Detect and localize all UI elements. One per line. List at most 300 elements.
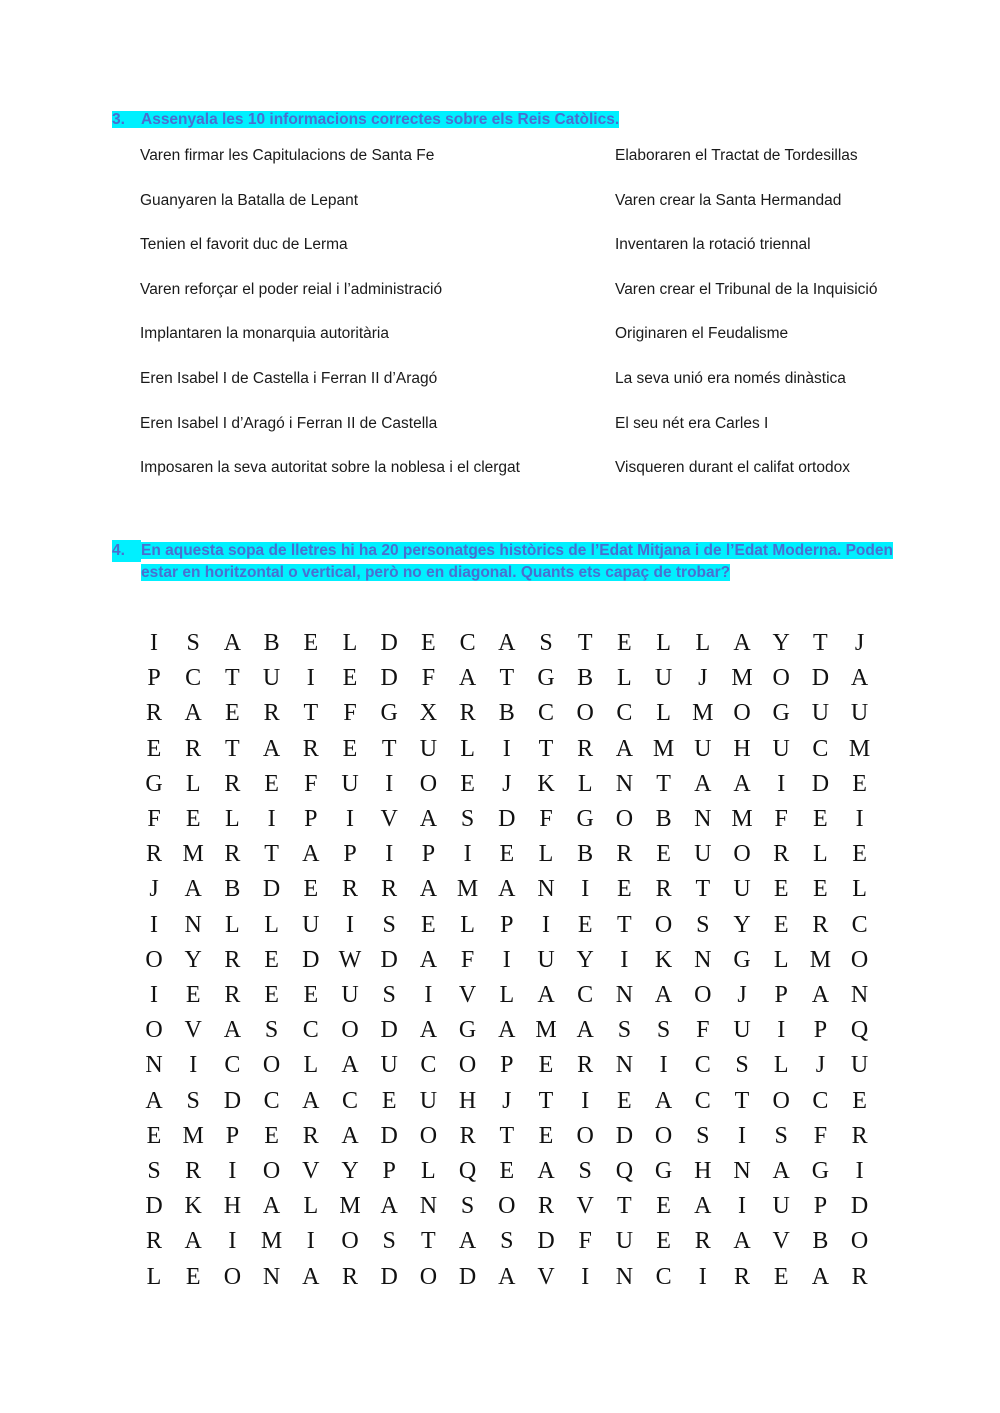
grid-letter[interactable]: E	[342, 665, 358, 692]
grid-letter[interactable]: B	[655, 806, 672, 832]
grid-letter[interactable]: O	[341, 1017, 359, 1044]
grid-letter[interactable]: P	[421, 841, 436, 868]
grid-letter[interactable]: L	[617, 665, 632, 692]
grid-letter[interactable]: C	[302, 1017, 319, 1044]
grid-letter[interactable]: S	[696, 911, 710, 938]
grid-letter[interactable]: S	[382, 1228, 396, 1255]
grid-letter[interactable]: G	[458, 1017, 477, 1044]
grid-letter[interactable]: H	[694, 1158, 712, 1184]
grid-letter[interactable]: N	[419, 1193, 438, 1220]
grid-letter[interactable]: E	[264, 982, 279, 1008]
grid-letter[interactable]: O	[772, 665, 790, 692]
grid-letter[interactable]: R	[185, 1158, 202, 1184]
grid-letter[interactable]: E	[185, 1263, 201, 1290]
grid-letter[interactable]: E	[185, 806, 201, 832]
grid-letter[interactable]: I	[267, 806, 276, 832]
grid-letter[interactable]: Q	[615, 1158, 634, 1184]
option-left-6[interactable]: Eren Isabel I de Castella i Ferran II d’Aragó	[140, 370, 438, 387]
grid-letter[interactable]: U	[694, 841, 712, 868]
grid-letter[interactable]: D	[458, 1263, 477, 1290]
grid-letter[interactable]: C	[812, 1087, 829, 1114]
grid-letter[interactable]: E	[342, 735, 358, 762]
grid-letter[interactable]: U	[850, 1052, 869, 1079]
grid-letter[interactable]: B	[577, 841, 594, 868]
grid-letter[interactable]: M	[182, 1122, 204, 1149]
grid-letter[interactable]: E	[577, 911, 593, 938]
grid-letter[interactable]: A	[223, 630, 242, 656]
grid-letter[interactable]: O	[772, 1087, 790, 1114]
grid-letter[interactable]: L	[421, 1158, 436, 1184]
grid-letter[interactable]: T	[538, 735, 554, 762]
grid-letter[interactable]: O	[341, 1228, 359, 1255]
grid-letter[interactable]: T	[695, 876, 711, 903]
grid-letter[interactable]: H	[223, 1193, 242, 1220]
grid-letter[interactable]: R	[224, 946, 241, 973]
grid-letter[interactable]: R	[733, 1263, 750, 1290]
grid-letter[interactable]: L	[225, 911, 240, 938]
grid-letter[interactable]: G	[733, 946, 751, 973]
grid-letter[interactable]: V	[458, 982, 477, 1008]
grid-letter[interactable]: R	[812, 911, 829, 938]
grid-letter[interactable]: E	[617, 1087, 632, 1114]
grid-letter[interactable]: T	[225, 735, 240, 762]
grid-letter[interactable]: F	[578, 1228, 592, 1255]
grid-letter[interactable]: H	[458, 1087, 477, 1114]
grid-letter[interactable]: A	[184, 700, 202, 727]
grid-letter[interactable]: R	[224, 770, 241, 797]
grid-letter[interactable]: W	[338, 946, 362, 973]
grid-letter[interactable]: N	[537, 876, 555, 903]
grid-letter[interactable]: J	[502, 770, 512, 797]
grid-letter[interactable]: U	[341, 982, 359, 1008]
grid-letter[interactable]: U	[537, 946, 555, 973]
grid-letter[interactable]: F	[147, 806, 161, 832]
option-right-6[interactable]: La seva unió era només dinàstica	[615, 370, 846, 387]
grid-letter[interactable]: V	[184, 1017, 202, 1044]
grid-letter[interactable]: B	[498, 700, 515, 727]
grid-letter[interactable]: R	[302, 1122, 319, 1149]
grid-letter[interactable]: D	[380, 946, 398, 973]
grid-letter[interactable]: G	[654, 1158, 673, 1184]
grid-letter[interactable]: S	[382, 982, 396, 1008]
grid-letter[interactable]: P	[500, 911, 514, 938]
grid-letter[interactable]: J	[698, 665, 708, 692]
grid-letter[interactable]: M	[535, 1017, 557, 1044]
grid-letter[interactable]: E	[264, 1122, 279, 1149]
grid-letter[interactable]: S	[460, 806, 475, 832]
grid-letter[interactable]: V	[576, 1193, 594, 1220]
grid-letter[interactable]: N	[615, 1052, 634, 1079]
grid-letter[interactable]: I	[777, 1017, 786, 1044]
grid-letter[interactable]: I	[189, 1052, 198, 1079]
grid-letter[interactable]: A	[419, 806, 438, 832]
grid-letter[interactable]: R	[537, 1193, 554, 1220]
grid-letter[interactable]: I	[659, 1052, 668, 1079]
grid-letter[interactable]: U	[615, 1228, 634, 1255]
grid-letter[interactable]: P	[774, 982, 788, 1008]
grid-letter[interactable]: E	[499, 841, 515, 868]
grid-letter[interactable]: K	[654, 946, 673, 973]
grid-letter[interactable]: I	[581, 876, 590, 903]
grid-letter[interactable]: E	[813, 806, 828, 832]
grid-letter[interactable]: P	[813, 1193, 828, 1220]
grid-letter[interactable]: A	[419, 946, 438, 973]
grid-letter[interactable]: O	[733, 841, 751, 868]
grid-letter[interactable]: G	[811, 1158, 830, 1184]
grid-letter[interactable]: N	[262, 1263, 281, 1290]
grid-letter[interactable]: E	[264, 770, 279, 797]
grid-letter[interactable]: S	[500, 1228, 514, 1255]
grid-letter[interactable]: Y	[772, 630, 790, 656]
grid-letter[interactable]: F	[539, 806, 553, 832]
grid-letter[interactable]: U	[772, 1193, 790, 1220]
grid-letter[interactable]: N	[184, 911, 202, 938]
grid-letter[interactable]: P	[382, 1158, 396, 1184]
grid-letter[interactable]: E	[656, 1193, 671, 1220]
grid-letter[interactable]: T	[617, 1193, 632, 1220]
grid-letter[interactable]: A	[145, 1087, 163, 1114]
grid-letter[interactable]: U	[262, 665, 281, 692]
grid-letter[interactable]: V	[772, 1228, 790, 1255]
grid-letter[interactable]: A	[262, 735, 281, 762]
grid-letter[interactable]: C	[616, 700, 633, 727]
grid-letter[interactable]: N	[615, 982, 634, 1008]
grid-letter[interactable]: I	[738, 1122, 746, 1149]
grid-letter[interactable]: O	[654, 911, 673, 938]
option-right-5[interactable]: Originaren el Feudalisme	[615, 325, 789, 343]
grid-letter[interactable]: C	[341, 1087, 358, 1114]
grid-letter[interactable]: G	[537, 665, 555, 692]
grid-letter[interactable]: O	[615, 806, 634, 832]
grid-letter[interactable]: S	[774, 1122, 788, 1149]
grid-letter[interactable]: A	[498, 630, 516, 656]
grid-letter[interactable]: D	[302, 946, 320, 973]
grid-letter[interactable]: L	[303, 1052, 319, 1079]
grid-letter[interactable]: I	[346, 806, 354, 832]
grid-letter[interactable]: O	[419, 770, 438, 797]
grid-letter[interactable]: E	[852, 841, 867, 868]
grid-letter[interactable]: F	[343, 700, 357, 727]
grid-letter[interactable]: E	[538, 1122, 554, 1149]
grid-letter[interactable]: I	[228, 1158, 237, 1184]
grid-letter[interactable]: U	[850, 700, 869, 727]
grid-letter[interactable]: A	[694, 770, 712, 797]
grid-letter[interactable]: A	[811, 982, 830, 1008]
grid-letter[interactable]: B	[224, 876, 241, 903]
grid-letter[interactable]: E	[264, 946, 279, 973]
grid-letter[interactable]: E	[773, 911, 789, 938]
grid-letter[interactable]: E	[813, 876, 828, 903]
grid-letter[interactable]: A	[419, 1017, 438, 1044]
grid-letter[interactable]: A	[537, 982, 555, 1008]
grid-letter[interactable]: U	[733, 1017, 751, 1044]
option-left-2[interactable]: Guanyaren la Batalla de Lepant	[140, 191, 359, 209]
grid-letter[interactable]: E	[303, 876, 319, 903]
grid-letter[interactable]: I	[542, 911, 550, 938]
grid-letter[interactable]: R	[694, 1228, 711, 1255]
grid-letter[interactable]: U	[380, 1052, 398, 1079]
grid-letter[interactable]: U	[694, 735, 712, 762]
grid-letter[interactable]: O	[419, 1122, 438, 1149]
grid-letter[interactable]: N	[145, 1052, 163, 1079]
grid-letter[interactable]: D	[811, 665, 830, 692]
grid-letter[interactable]: I	[620, 946, 629, 973]
grid-letter[interactable]: F	[696, 1017, 710, 1044]
grid-letter[interactable]: C	[694, 1087, 711, 1114]
grid-letter[interactable]: Y	[341, 1158, 359, 1184]
grid-letter[interactable]: A	[498, 1017, 516, 1044]
grid-letter[interactable]: E	[617, 630, 632, 656]
option-right-7[interactable]: El seu nét era Carles I	[615, 414, 769, 432]
grid-letter[interactable]: L	[303, 1193, 319, 1220]
option-right-4[interactable]: Varen crear el Tribunal de la Inquisició	[615, 280, 878, 298]
grid-letter[interactable]: L	[499, 982, 515, 1008]
grid-letter[interactable]: I	[698, 1263, 707, 1290]
grid-letter[interactable]: F	[813, 1122, 828, 1149]
grid-letter[interactable]: A	[498, 1263, 516, 1290]
grid-letter[interactable]: E	[421, 630, 436, 656]
grid-letter[interactable]: L	[577, 770, 593, 797]
grid-letter[interactable]: A	[341, 1122, 359, 1149]
grid-letter[interactable]: E	[303, 982, 319, 1008]
grid-letter[interactable]: R	[341, 876, 358, 903]
grid-letter[interactable]: J	[854, 630, 865, 656]
grid-letter[interactable]: A	[498, 876, 516, 903]
grid-letter[interactable]: P	[225, 1122, 240, 1149]
grid-letter[interactable]: K	[184, 1193, 202, 1220]
grid-letter[interactable]: L	[342, 630, 358, 656]
grid-letter[interactable]: V	[380, 806, 398, 832]
grid-letter[interactable]: E	[225, 700, 240, 727]
grid-letter[interactable]: M	[731, 806, 753, 832]
grid-letter[interactable]: T	[264, 841, 279, 868]
grid-letter[interactable]: E	[185, 982, 201, 1008]
option-right-3[interactable]: Inventaren la rotació triennal	[615, 236, 811, 254]
grid-letter[interactable]: P	[500, 1052, 514, 1079]
grid-letter[interactable]: A	[302, 1087, 320, 1114]
option-left-4[interactable]: Varen reforçar el poder reial i l’administració	[140, 280, 443, 298]
grid-letter[interactable]: E	[460, 770, 475, 797]
grid-letter[interactable]: R	[381, 876, 398, 903]
grid-letter[interactable]: C	[537, 700, 554, 727]
grid-letter[interactable]: R	[185, 735, 202, 762]
grid-letter[interactable]: A	[302, 841, 320, 868]
grid-letter[interactable]: A	[694, 1193, 712, 1220]
grid-letter[interactable]: R	[224, 841, 241, 868]
option-right-2[interactable]: Varen crear la Santa Hermandad	[615, 191, 842, 209]
grid-letter[interactable]: E	[381, 1087, 397, 1114]
grid-letter[interactable]: A	[850, 665, 869, 692]
grid-letter[interactable]: G	[772, 700, 790, 727]
grid-letter[interactable]: M	[260, 1228, 283, 1255]
grid-letter[interactable]: T	[617, 911, 632, 938]
grid-letter[interactable]: S	[264, 1017, 279, 1044]
grid-letter[interactable]: S	[186, 630, 200, 656]
grid-letter[interactable]: I	[385, 770, 394, 797]
grid-letter[interactable]: D	[615, 1122, 634, 1149]
grid-letter[interactable]: J	[815, 1052, 826, 1079]
grid-letter[interactable]: I	[777, 770, 786, 797]
grid-letter[interactable]: I	[855, 1158, 864, 1184]
grid-letter[interactable]: E	[146, 1122, 162, 1149]
grid-letter[interactable]: D	[380, 1263, 398, 1290]
grid-letter[interactable]: N	[615, 770, 634, 797]
grid-letter[interactable]: M	[652, 735, 675, 762]
grid-letter[interactable]: G	[380, 700, 398, 727]
grid-letter[interactable]: D	[145, 1193, 163, 1220]
grid-letter[interactable]: A	[380, 1193, 398, 1220]
grid-letter[interactable]: T	[577, 630, 593, 656]
grid-letter[interactable]: S	[617, 1017, 632, 1044]
grid-letter[interactable]: C	[851, 911, 868, 938]
grid-letter[interactable]: A	[733, 1228, 751, 1255]
grid-letter[interactable]: I	[150, 911, 158, 938]
grid-letter[interactable]: R	[851, 1122, 868, 1149]
grid-letter[interactable]: D	[262, 876, 281, 903]
grid-letter[interactable]: S	[539, 630, 553, 656]
grid-letter[interactable]: C	[420, 1052, 437, 1079]
grid-letter[interactable]: E	[538, 1052, 554, 1079]
grid-letter[interactable]: S	[696, 1122, 710, 1149]
grid-letter[interactable]: O	[262, 1158, 281, 1184]
grid-letter[interactable]: T	[538, 1087, 554, 1114]
grid-letter[interactable]: O	[145, 946, 163, 973]
grid-letter[interactable]: M	[848, 735, 871, 762]
grid-letter[interactable]: R	[851, 1263, 868, 1290]
grid-letter[interactable]: L	[852, 876, 867, 903]
grid-letter[interactable]: Y	[733, 911, 751, 938]
grid-letter[interactable]: D	[223, 1087, 242, 1114]
grid-letter[interactable]: A	[262, 1193, 281, 1220]
grid-letter[interactable]: O	[576, 1122, 594, 1149]
grid-letter[interactable]: H	[733, 735, 751, 762]
grid-letter[interactable]: D	[380, 1017, 398, 1044]
grid-letter[interactable]: O	[850, 946, 869, 973]
grid-letter[interactable]: R	[302, 735, 319, 762]
grid-letter[interactable]: Q	[458, 1158, 477, 1184]
grid-letter[interactable]: F	[774, 806, 788, 832]
grid-letter[interactable]: A	[184, 1228, 202, 1255]
option-left-8[interactable]: Imposaren la seva autoritat sobre la noblesa i el clergat	[140, 459, 520, 477]
grid-letter[interactable]: T	[225, 665, 240, 692]
grid-letter[interactable]: L	[146, 1263, 162, 1290]
grid-letter[interactable]: A	[654, 982, 673, 1008]
grid-letter[interactable]: R	[145, 1228, 162, 1255]
grid-letter[interactable]: T	[813, 630, 828, 656]
grid-letter[interactable]: A	[302, 1263, 320, 1290]
grid-letter[interactable]: A	[184, 876, 202, 903]
grid-letter[interactable]: R	[224, 982, 241, 1008]
grid-letter[interactable]: O	[419, 1263, 438, 1290]
grid-letter[interactable]: R	[577, 735, 594, 762]
grid-letter[interactable]: O	[654, 1122, 673, 1149]
grid-letter[interactable]: J	[149, 876, 159, 903]
grid-letter[interactable]: I	[738, 1193, 746, 1220]
grid-letter[interactable]: L	[656, 630, 671, 656]
grid-letter[interactable]: D	[380, 1122, 398, 1149]
grid-letter[interactable]: O	[223, 1263, 242, 1290]
grid-letter[interactable]: E	[773, 1263, 789, 1290]
grid-letter[interactable]: D	[850, 1193, 869, 1220]
grid-letter[interactable]: E	[773, 876, 789, 903]
grid-letter[interactable]: P	[813, 1017, 828, 1044]
grid-letter[interactable]: S	[382, 911, 396, 938]
grid-letter[interactable]: R	[773, 841, 790, 868]
grid-letter[interactable]: T	[381, 735, 397, 762]
grid-letter[interactable]: A	[341, 1052, 359, 1079]
grid-letter[interactable]: V	[537, 1263, 555, 1290]
grid-letter[interactable]: A	[654, 1087, 673, 1114]
grid-letter[interactable]: C	[224, 1052, 241, 1079]
grid-letter[interactable]: O	[262, 1052, 281, 1079]
grid-letter[interactable]: I	[855, 806, 864, 832]
grid-letter[interactable]: A	[576, 1017, 594, 1044]
grid-letter[interactable]: L	[773, 1052, 789, 1079]
grid-letter[interactable]: I	[502, 946, 511, 973]
grid-letter[interactable]: E	[499, 1158, 515, 1184]
grid-letter[interactable]: G	[576, 806, 594, 832]
grid-letter[interactable]: R	[459, 700, 476, 727]
grid-letter[interactable]: A	[458, 665, 477, 692]
grid-letter[interactable]: A	[223, 1017, 242, 1044]
grid-letter[interactable]: A	[537, 1158, 555, 1184]
grid-letter[interactable]: I	[150, 630, 158, 656]
grid-letter[interactable]: U	[811, 700, 830, 727]
grid-letter[interactable]: G	[145, 770, 163, 797]
grid-letter[interactable]: U	[733, 876, 751, 903]
grid-letter[interactable]: L	[538, 841, 554, 868]
grid-letter[interactable]: U	[772, 735, 790, 762]
grid-letter[interactable]: R	[145, 700, 162, 727]
grid-letter[interactable]: K	[537, 770, 555, 797]
grid-letter[interactable]: C	[694, 1052, 711, 1079]
grid-letter[interactable]: A	[419, 876, 438, 903]
grid-letter[interactable]: F	[304, 770, 318, 797]
grid-letter[interactable]: M	[456, 876, 479, 903]
grid-letter[interactable]: A	[733, 770, 751, 797]
grid-letter[interactable]: Y	[184, 946, 202, 973]
grid-letter[interactable]: E	[617, 876, 632, 903]
grid-letter[interactable]: U	[419, 1087, 438, 1114]
grid-letter[interactable]: A	[615, 735, 634, 762]
grid-letter[interactable]: O	[145, 1017, 163, 1044]
grid-letter[interactable]: U	[302, 911, 320, 938]
grid-letter[interactable]: L	[773, 946, 789, 973]
grid-letter[interactable]: N	[615, 1263, 634, 1290]
grid-letter[interactable]: L	[460, 911, 475, 938]
grid-letter[interactable]: I	[581, 1087, 590, 1114]
grid-letter[interactable]: E	[852, 1087, 867, 1114]
grid-letter[interactable]: D	[537, 1228, 555, 1255]
option-left-1[interactable]: Varen firmar les Capitulacions de Santa Fe	[140, 147, 435, 164]
grid-letter[interactable]: B	[577, 665, 594, 692]
grid-letter[interactable]: T	[499, 665, 515, 692]
grid-letter[interactable]: N	[733, 1158, 751, 1184]
grid-letter[interactable]: I	[150, 982, 158, 1008]
grid-letter[interactable]: P	[343, 841, 357, 868]
grid-letter[interactable]: T	[656, 770, 671, 797]
grid-letter[interactable]: N	[694, 946, 712, 973]
grid-letter[interactable]: B	[263, 630, 280, 656]
grid-letter[interactable]: L	[225, 806, 240, 832]
grid-letter[interactable]: X	[419, 700, 438, 727]
grid-letter[interactable]: A	[458, 1228, 477, 1255]
option-left-7[interactable]: Eren Isabel I d’Aragó i Ferran II de Castella	[140, 414, 438, 432]
grid-letter[interactable]: D	[380, 665, 398, 692]
grid-letter[interactable]: J	[502, 1087, 512, 1114]
grid-letter[interactable]: I	[306, 665, 315, 692]
grid-letter[interactable]: C	[812, 735, 829, 762]
